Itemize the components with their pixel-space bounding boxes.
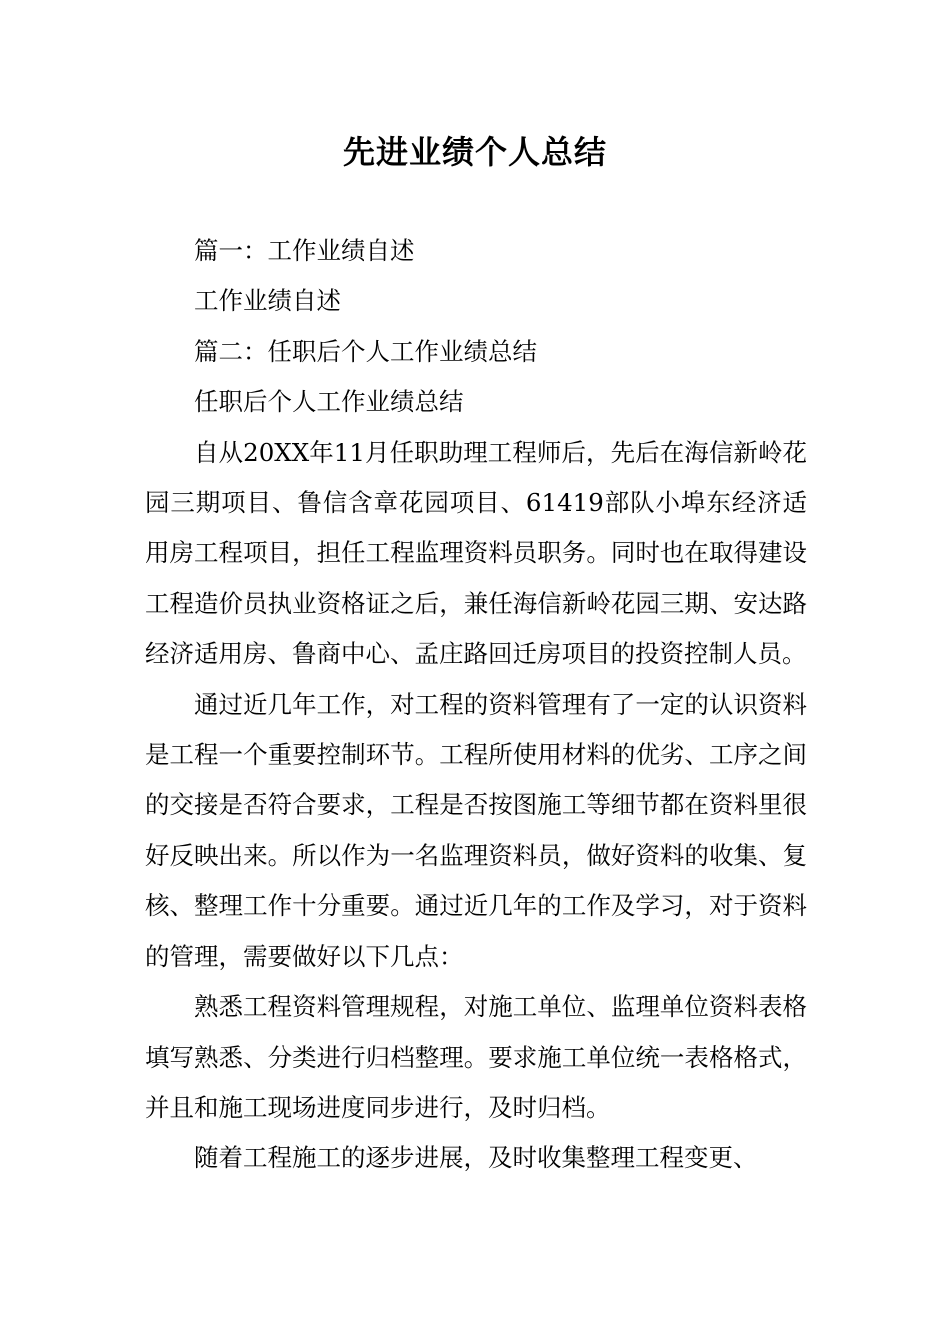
heading-part-one: 篇一：工作业绩自述 (194, 236, 415, 265)
subheading-part-two: 任职后个人工作业绩总结 (194, 387, 464, 417)
heading-part-two: 篇二：任职后个人工作业绩总结 (194, 336, 537, 366)
paragraph-progress: 随着工程施工的逐步进展，及时收集整理工程变更、 (194, 1143, 758, 1173)
document-body (145, 226, 807, 1184)
paragraph-familiarity: 熟悉工程资料管理规程，对施工单位、监理单位资料表格填写熟悉、分类进行归档整理。要求施工单位统一表格格式，并且和施工现场进度同步进行，及时归档。 (145, 992, 807, 1122)
document-title: 先进业绩个人总结 (342, 133, 607, 171)
paragraph-appointment: 自从20XX年11月任职助理工程师后，先后在海信新岭花园三期项目、鲁信含章花园项目、61419部队小埠东经济适用房工程项目，担任工程监理资料员职务。同时也在取得建设工程造价员执业资格证之后，兼任海信新岭花园三期、安达路经济适用房、鲁商中心、孟庄路回迁房项目的投资控制人员。 (145, 437, 807, 669)
subheading-part-one: 工作业绩自述 (194, 286, 341, 316)
paragraph-experience: 通过近几年工作，对工程的资料管理有了一定的认识资料是工程一个重要控制环节。工程所使用材料的优劣、工序之间的交接是否符合要求，工程是否按图施工等细节都在资料里很好反映出来。所以作为一名监理资料员，做好资料的收集、复核、整理工作十分重要。通过近几年的工作及学习，对于资料的管理，需要做好以下几点： (145, 689, 807, 971)
